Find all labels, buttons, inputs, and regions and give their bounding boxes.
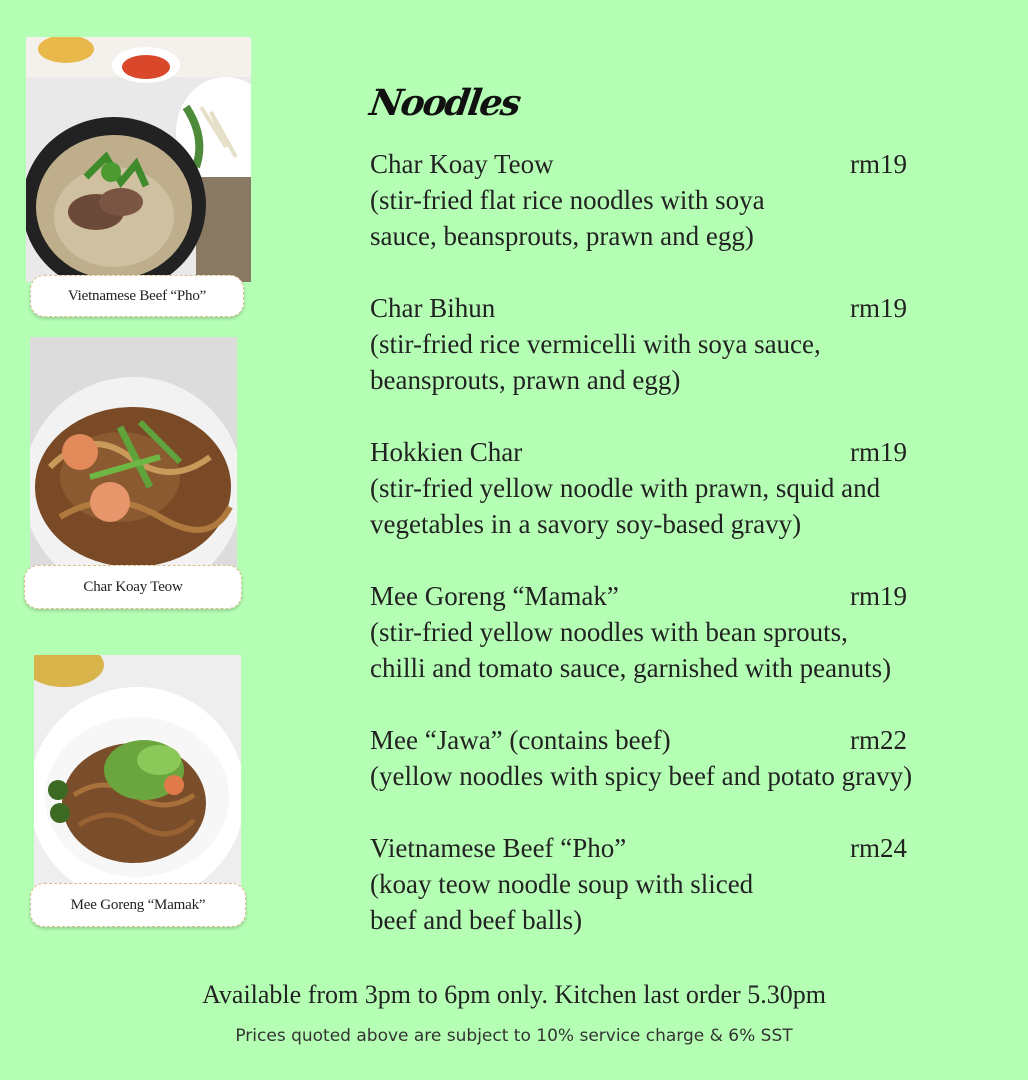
pho-photo [26,37,251,282]
section-title: Noodles [367,82,522,124]
photo-caption-mee-goreng: Mee Goreng “Mamak” [30,883,246,927]
item-description: (koay teow noodle soup with sliced beef and beef balls) [370,869,754,935]
item-price: rm19 [850,437,907,467]
item-name: Hokkien Char [370,437,523,467]
item-description: (yellow noodles with spicy beef and potato gravy) [370,761,913,791]
photo-caption-char-koay-teow: Char Koay Teow [24,565,242,609]
item-price: rm22 [850,725,907,755]
char-koay-teow-photo [30,337,237,569]
item-price: rm19 [850,581,907,611]
item-description: (stir-fried yellow noodle with prawn, squid and vegetables in a savory soy-based gravy) [370,473,881,539]
availability-note: Available from 3pm to 6pm only. Kitchen last order 5.30pm [202,980,826,1009]
item-price: rm19 [850,149,907,179]
item-price: rm19 [850,293,907,323]
item-description: (stir-fried flat rice noodles with soya sauce, beansprouts, prawn and egg) [370,185,765,251]
item-name: Char Koay Teow [370,149,554,179]
photo-card-mee-goreng [34,655,241,913]
item-name: Vietnamese Beef “Pho” [370,833,627,863]
mee-goreng-photo [34,655,241,890]
item-price: rm24 [850,833,907,863]
item-description: (stir-fried rice vermicelli with soya sauce, beansprouts, prawn and egg) [370,329,821,395]
photo-card-char-koay-teow [30,337,237,595]
photo-card-pho [26,37,251,304]
item-description: (stir-fried yellow noodles with bean sprouts, chilli and tomato sauce, garnished with peanuts) [370,617,892,683]
item-name: Char Bihun [370,293,496,323]
price-note: Prices quoted above are subject to 10% service charge & 6% SST [235,1026,793,1046]
photo-caption-pho: Vietnamese Beef “Pho” [30,275,244,317]
item-name: Mee Goreng “Mamak” [370,581,619,611]
item-name: Mee “Jawa” (contains beef) [370,725,671,755]
